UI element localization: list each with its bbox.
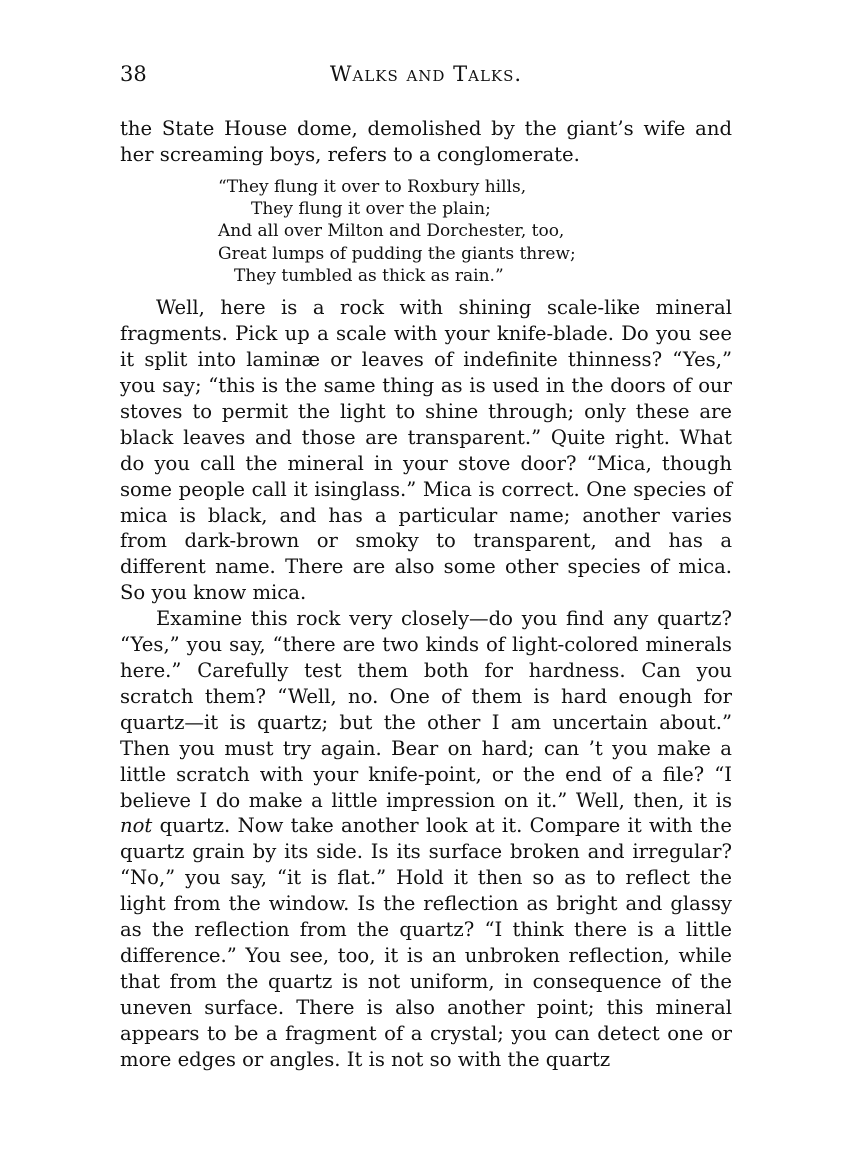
poem-quotation xyxy=(218,176,732,287)
page-number: 38 xyxy=(120,62,147,86)
quartz-text-2: quartz. Now take another look at it. Compare it with the quartz grain by its side. Is its surface broken and irregular? “No,” you say, “it is flat.” Hold it then so as to reflect the light from the window. Is the reflection as bright and glassy as the reflection from the quartz? “I think there is a little difference.” You see, too, it is an unbroken reflection, while that from the quartz is not uniform, in consequence of the uneven surface. There is also another point; this mineral appears to be a fragment of a crystal; you can detect one or more edges or angles. It is not so with the quartz xyxy=(120,814,732,1071)
poem-line: They flung it over the plain; xyxy=(251,199,491,220)
quartz-text-1: Examine this rock very closely—do you find any quartz? “Yes,” you say, “there are two kinds of light-colored minerals here.” Carefully test them both for hardness. Can you scratch them? “Well, no. One of them is hard enough for quartz—it is quartz; but the other I am uncertain about.” Then you must try again. Bear on hard; can ’t you make a little scratch with your knife-point, or the end of a file? “I believe I do make a little impression on it.” Well, then, it is xyxy=(120,607,732,812)
poem-line: “They flung it over to Roxbury hills, xyxy=(218,176,527,197)
page-body xyxy=(120,116,732,1072)
mica-paragraph: Well, here is a rock with shining scale-like mineral fragments. Pick up a scale with your knife-blade. Do you see it split into laminæ or leaves of indefinite thinness? “Yes,” you say; “this is the same thing as is used in the doors of our stoves to permit the light to shine through; only these are black leaves and those are transparent.” Quite right. What do you call the mineral in your stove door? “Mica, though some people call it isinglass.” Mica is correct. One species of mica is black, and has a particular name; another varies from dark-brown or smoky to transparent, and has a different name. There are also some other species of mica. So you know mica. xyxy=(120,296,732,605)
book-page xyxy=(120,58,732,1072)
intro-paragraph: the State House dome, demolished by the giant’s wife and her screaming boys, refers to a conglomerate. xyxy=(120,117,732,166)
quartz-paragraph xyxy=(120,606,732,1072)
poem-line: They tumbled as thick as rain.” xyxy=(234,266,504,286)
poem-line: And all over Milton and Dorchester, too, xyxy=(218,221,565,242)
emphasis-not: not xyxy=(120,814,153,838)
page-header xyxy=(120,58,732,94)
poem-line: Great lumps of pudding the giants threw; xyxy=(218,243,576,264)
running-head: Walks and Talks. xyxy=(329,62,523,86)
